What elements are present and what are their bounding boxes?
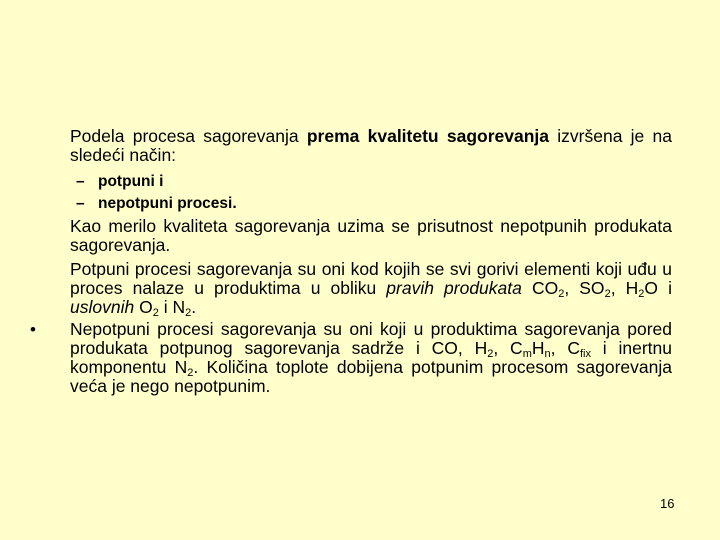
list-item-potpuni	[76, 172, 164, 191]
text: H	[531, 338, 545, 358]
formula-so2: , SO	[564, 278, 605, 298]
text: Podela procesa sagorevanja	[70, 126, 307, 146]
list-item-label: potpuni i	[98, 173, 164, 190]
paragraph-potpuni	[70, 260, 672, 317]
dash-marker: –	[76, 195, 85, 212]
formula-n2: i N	[158, 297, 186, 317]
list-item-label: nepotpuni procesi.	[98, 195, 237, 212]
subscript: 2	[187, 367, 194, 379]
subscript: m	[522, 348, 532, 360]
bullet-marker: •	[30, 320, 36, 339]
subscript: 2	[185, 307, 192, 319]
paragraph-merilo	[70, 217, 672, 255]
formula-h2o: , H	[610, 278, 639, 298]
text: Potpuni procesi sagorevanja su oni kod kojih se svi gorivi elementi koji uđu u proces nalaze u produktima u obliku	[70, 259, 672, 298]
paragraph-nepotpuni	[30, 319, 672, 396]
bold-text: prema kvalitetu sagorevanja	[306, 126, 550, 146]
text: Nepotpuni procesi sagorevanja su oni koji u produktima sagorevanja pored produkata potpunog sagorevanja sadrže i CO, H	[70, 319, 672, 358]
text: , C	[550, 338, 580, 358]
formula-co2: CO	[531, 278, 559, 298]
subscript: 2	[558, 288, 565, 300]
text: O i	[644, 278, 672, 298]
text: , C	[493, 338, 523, 358]
subscript: 2	[604, 288, 611, 300]
text: izvršena je na sledeći način:	[70, 126, 673, 165]
subscript: 2	[152, 307, 159, 319]
subscript: 2	[638, 288, 645, 300]
italic-text: pravih produkata	[386, 278, 522, 298]
subscript: n	[544, 348, 551, 360]
italic-text: uslovnih	[70, 297, 135, 317]
paragraph-podela	[70, 127, 672, 165]
text: Kao merilo kvaliteta sagorevanja uzima se prisutnost nepotpunih produkata sagorevanja.	[70, 216, 672, 255]
text: .	[191, 297, 197, 317]
dash-marker: –	[76, 173, 85, 190]
page-number: 16	[660, 496, 675, 511]
subscript: 2	[487, 348, 494, 360]
list-item-nepotpuni	[76, 194, 237, 213]
subscript: fix	[579, 348, 591, 360]
formula-o2: O	[134, 297, 153, 317]
text: . Količina toplote dobijena potpunim procesom sagorevanja veća je nego nepotpunim.	[70, 357, 672, 396]
text: i inertnu komponentu N	[70, 338, 672, 377]
